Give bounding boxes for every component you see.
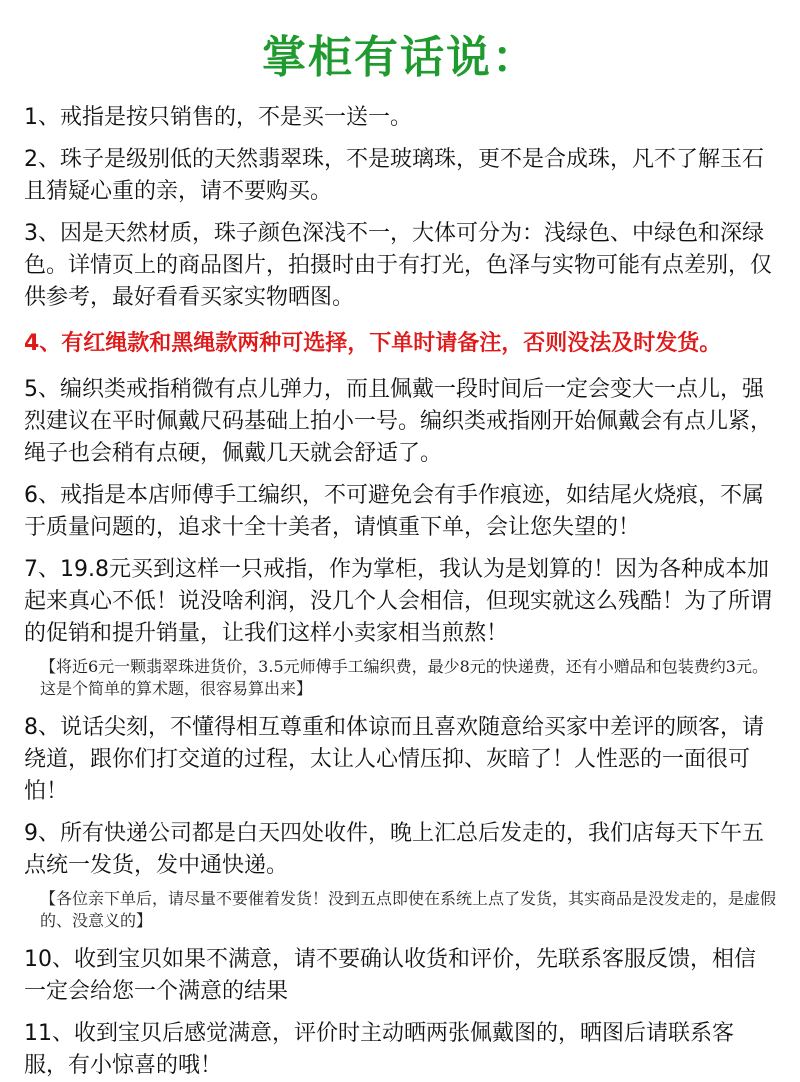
notice-item-7: 7、19.8元买到这样一只戒指，作为掌柜，我认为是划算的！因为各种成本加起来真心不低！说没啥利润，没几个人会相信，但现实就这么残酷！为了所谓的促销和提升销量，让我们这样小卖家相当煎熬！ (24, 557, 773, 646)
notice-item-10: 10、收到宝贝如果不满意，请不要确认收货和评价，先联系客服反馈，相信一定会给您一个满意的结果 (24, 947, 756, 1004)
notice-item-4-highlight: 4、有红绳款和黑绳款两种可选择，下单时请备注，否则没法及时发货。 (24, 331, 722, 356)
notice-item-9: 9、所有快递公司都是白天四处收件，晚上汇总后发走的，我们店每天下午五点统一发货，发中通快递。 (24, 821, 764, 878)
notice-item-8: 8、说话尖刻，不懂得相互尊重和体谅而且喜欢随意给买家中差评的顾客，请绕道，跟你们打交道的过程，太让人心情压抑、灰暗了！人性恶的一面很可怕！ (24, 715, 764, 804)
notice-item-5: 5、编织类戒指稍微有点儿弹力，而且佩戴一段时间后一定会变大一点儿，强烈建议在平时佩戴尺码基础上拍小一号。编织类戒指刚开始佩戴会有点儿紧，绳子也会稍有点硬，佩戴几天就会舒适了。 (24, 377, 773, 466)
page-title: 掌柜有话说： (262, 32, 538, 83)
notice-item-9-note: 【各位亲下单后，请尽量不要催着发货！没到五点即使在系统上点了发货，其实商品是没发走的，是虚假的、没意义的】 (40, 889, 777, 930)
notice-item-3: 3、因是天然材质，珠子颜色深浅不一，大体可分为：浅绿色、中绿色和深绿色。详情页上的商品图片，拍摄时由于有打光，色泽与实物可能有点差别，仅供参考，最好看看买家实物晒图。 (24, 221, 773, 310)
notice-item-1: 1、戒指是按只销售的，不是买一送一。 (24, 105, 412, 130)
notice-item-11: 11、收到宝贝后感觉满意，评价时主动晒两张佩戴图的，晒图后请联系客服，有小惊喜的哦！ (24, 1021, 734, 1078)
notice-item-6: 6、戒指是本店师傅手工编织，不可避免会有手作痕迹，如结尾火烧痕，不属于质量问题的，追求十全十美者，请慎重下单，会让您失望的！ (24, 483, 764, 540)
notice-item-7-note: 【将近6元一颗翡翠珠进货价，3.5元师傅手工编织费，最少8元的快递费，还有小赠品和包装费约3元。这是个简单的算术题，很容易算出来】 (40, 657, 768, 698)
notice-item-2: 2、珠子是级别低的天然翡翠珠，不是玻璃珠，更不是合成珠，凡不了解玉石且猜疑心重的亲，请不要购买。 (24, 147, 764, 204)
